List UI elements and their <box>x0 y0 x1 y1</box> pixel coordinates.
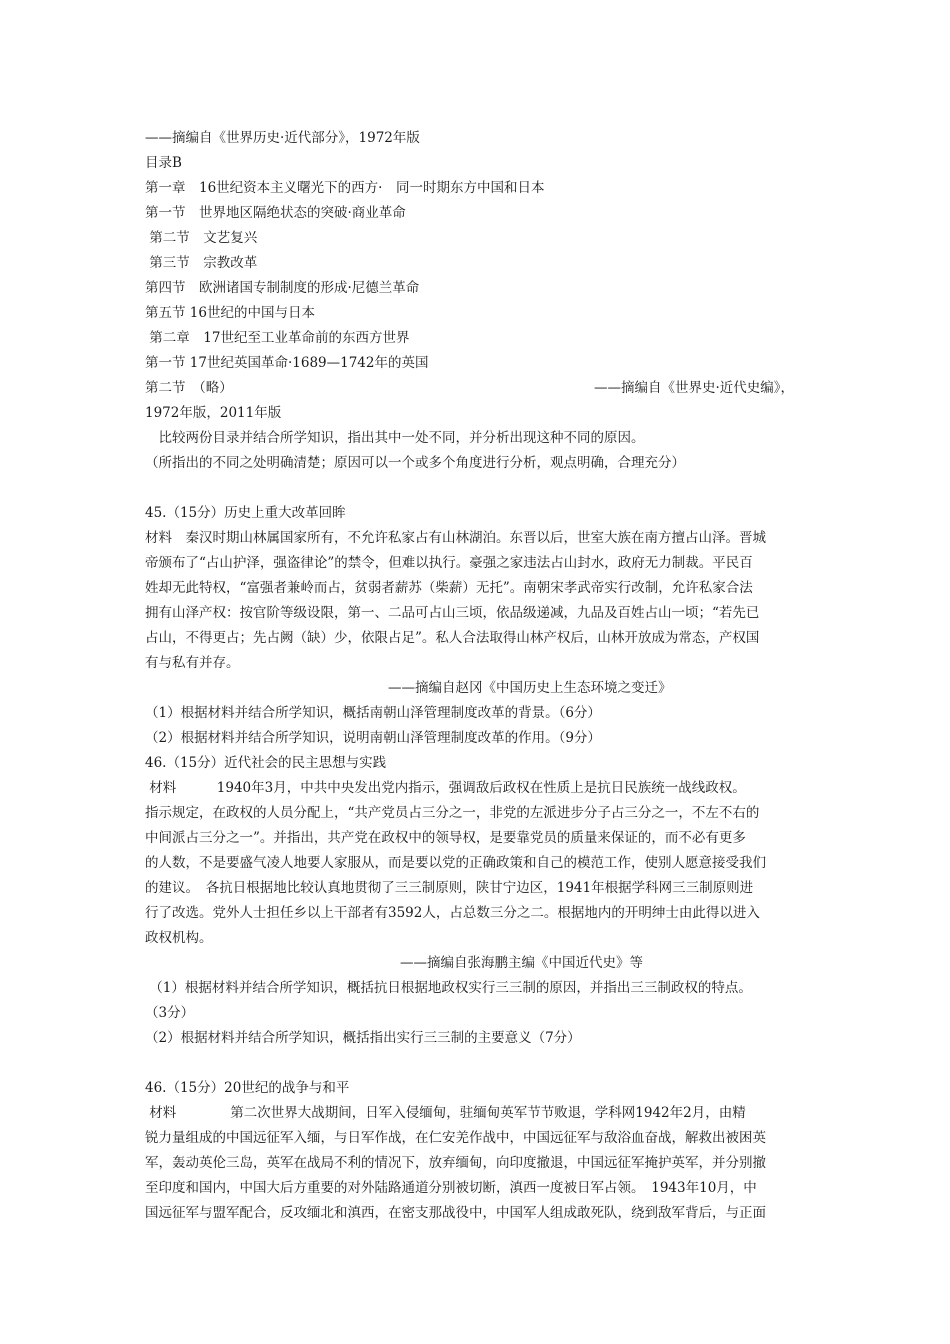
catalog-entry: 第二章 17世纪至工业革命前的东西方世界 <box>145 330 410 346</box>
q46a-sub-question-1-score: （3分） <box>145 1005 195 1021</box>
q45-source: ——摘编自赵冈《中国历史上生态环境之变迁》 <box>388 680 672 696</box>
q46a-material-line: 行了改选。党外人士担任乡以上干部者有3592人，占总数三分之二。根据地内的开明绅士由此得以进入 <box>145 905 760 921</box>
q46b-material-line: 国远征军与盟军配合，反攻缅北和滇西，在密支那战役中，中国军人组成敢死队，绕到敌军背后，与正面 <box>145 1205 766 1221</box>
q46a-material-line: 的建议。 各抗日根据地比较认真地贯彻了三三制原则，陕甘宁边区，1941年根据学科网三三制原则进 <box>145 880 754 896</box>
catalog-a-source: ——摘编自《世界历史·近代部分》，1972年版 <box>145 130 420 146</box>
q45-material-line: 占山，不得更占；先占阙（缺）少，依限占足”。私人合法取得山林产权后，山林开放成为常态，产权国 <box>145 630 760 646</box>
catalog-entry: 第五节 16世纪的中国与日本 <box>145 305 315 321</box>
q46a-material-line: 材料 1940年3月，中共中央发出党内指示，强调敌后政权在性质上是抗日民族统一战线政权。 <box>145 780 746 796</box>
q45-sub-question-2: （2）根据材料并结合所学知识，说明南朝山泽管理制度改革的作用。（9分） <box>145 730 601 746</box>
catalog-requirement: （所指出的不同之处明确清楚；原因可以一个或多个角度进行分析，观点明确，合理充分） <box>145 455 685 471</box>
catalog-entry: 第二节 （略） <box>145 380 233 396</box>
catalog-b-title: 目录B <box>145 155 182 171</box>
q45-material-line: 姓却无此特权，“富强者兼岭而占，贫弱者薪苏（柴薪）无托”。南朝宋孝武帝实行改制，允许私家合法 <box>145 580 753 596</box>
q46a-material-line: 政权机构。 <box>145 930 213 946</box>
q46a-material-line: 的人数，不是要盛气凌人地要人家服从，而是要以党的正确政策和自己的模范工作，使别人愿意接受我们 <box>145 855 766 871</box>
q46b-material-line: 至印度和国内，中国大后方重要的对外陆路通道分别被切断，滇西一度被日军占领。 1943年10月，中 <box>145 1180 757 1196</box>
q46a-sub-question-2: （2）根据材料并结合所学知识，概括指出实行三三制的主要意义（7分） <box>145 1030 581 1046</box>
catalog-b-years: 1972年版，2011年版 <box>145 405 282 421</box>
q46a-material-line: 中间派占三分之一”。并指出，共产党在政权中的领导权，是要靠党员的质量来保证的，而不必有更多 <box>145 830 746 846</box>
catalog-entry: 第一节 17世纪英国革命·1689—1742年的英国 <box>145 355 429 371</box>
catalog-entry: 第四节 欧洲诸国专制制度的形成·尼德兰革命 <box>145 280 420 296</box>
q46a-sub-question-1: （1）根据材料并结合所学知识，概括抗日根据地政权实行三三制的原因，并指出三三制政权的特点。 <box>145 980 752 996</box>
catalog-entry: 第三节 宗教改革 <box>145 255 258 271</box>
q46a-source: ——摘编自张海鹏主编《中国近代史》等 <box>400 955 643 971</box>
q45-material-line: 帝颁布了“占山护泽，强盗律论”的禁令，但难以执行。豪强之家违法占山封水，政府无力制裁。平民百 <box>145 555 753 571</box>
q45-material-line: 有与私有并存。 <box>145 655 240 671</box>
q46a-material-line: 指示规定，在政权的人员分配上，“共产党员占三分之一，非党的左派进步分子占三分之一，不左不右的 <box>145 805 760 821</box>
catalog-question: 比较两份目录并结合所学知识，指出其中一处不同，并分析出现这种不同的原因。 <box>145 430 645 446</box>
q46b-material-line: 锐力量组成的中国远征军入缅，与日军作战，在仁安羌作战中，中国远征军与敌浴血奋战，解救出被困英 <box>145 1130 766 1146</box>
q46b-material-line: 材料 第二次世界大战期间，日军入侵缅甸，驻缅甸英军节节败退，学科网1942年2月，由精 <box>145 1105 746 1121</box>
catalog-entry: 第一章 16世纪资本主义曙光下的西方· 同一时期东方中国和日本 <box>145 180 545 196</box>
catalog-entry: 第二节 文艺复兴 <box>145 230 258 246</box>
catalog-b-source: ——摘编自《世界史·近代史编》， <box>594 380 795 396</box>
q45-material-line: 材料 秦汉时期山林属国家所有，不允许私家占有山林湖泊。东晋以后，世室大族在南方擅占山泽。晋城 <box>145 530 766 546</box>
q46b-material-line: 军，轰动英伦三岛，英军在战局不利的情况下，放弃缅甸，向印度撤退，中国远征军掩护英军，并分别撤 <box>145 1155 766 1171</box>
q46a-title: 46.（15分）近代社会的民主思想与实践 <box>145 755 387 771</box>
q45-material-line: 拥有山泽产权：按官阶等级设限，第一、二品可占山三顷，依品级递减，九品及百姓占山一顷；“若先已 <box>145 605 760 621</box>
q45-title: 45.（15分）历史上重大改革回眸 <box>145 505 346 521</box>
q45-sub-question-1: （1）根据材料并结合所学知识，概括南朝山泽管理制度改革的背景。（6分） <box>145 705 601 721</box>
q46b-title: 46.（15分）20世纪的战争与和平 <box>145 1080 350 1096</box>
catalog-entry: 第一节 世界地区隔绝状态的突破·商业革命 <box>145 205 406 221</box>
